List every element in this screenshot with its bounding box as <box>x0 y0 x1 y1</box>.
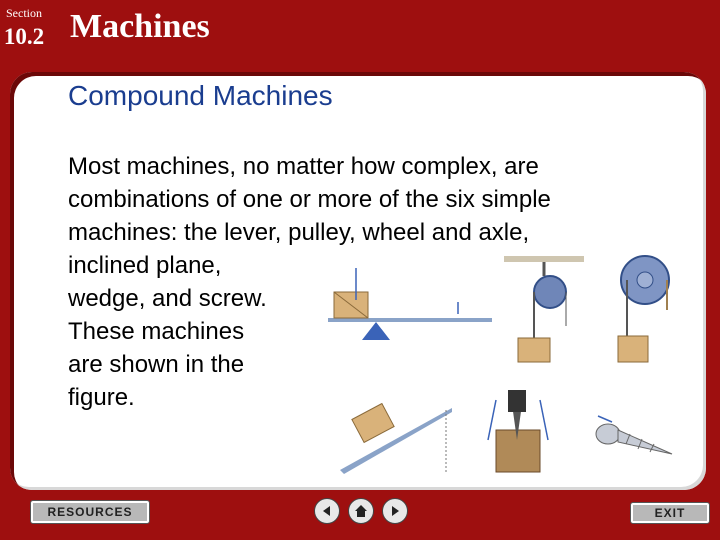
exit-button[interactable]: EXIT <box>630 502 710 524</box>
simple-machines-figure <box>300 240 710 480</box>
arrow-left-icon <box>320 504 334 518</box>
chapter-title: Machines <box>70 8 210 45</box>
home-icon <box>354 504 368 518</box>
lever-illustration <box>328 268 492 340</box>
body-line-8: figure. <box>68 384 135 411</box>
body-line-1: Most machines, no matter how complex, are <box>68 153 539 180</box>
body-line-7: are shown in the <box>68 351 245 378</box>
slide-heading: Compound Machines <box>68 80 333 111</box>
body-line-4: inclined plane, <box>68 252 222 279</box>
pulley-illustration <box>504 256 584 362</box>
body-line-2: combinations of one or more of the six simple <box>68 186 551 213</box>
body-line-5: wedge, and screw. <box>68 285 267 312</box>
section-tab <box>0 0 52 56</box>
body-line-6: These machines <box>68 318 245 345</box>
wheel-and-axle-illustration <box>618 256 669 362</box>
arrow-right-icon <box>388 504 402 518</box>
next-button[interactable] <box>382 498 408 524</box>
inclined-plane-illustration <box>340 404 452 474</box>
wedge-illustration <box>488 390 548 472</box>
section-number: 10.2 <box>3 24 45 49</box>
body-line-3: machines: the lever, pulley, wheel and axle, <box>68 219 530 246</box>
previous-button[interactable] <box>314 498 340 524</box>
screw-illustration <box>596 416 672 454</box>
home-button[interactable] <box>348 498 374 524</box>
resources-button[interactable]: RESOURCES <box>30 500 150 524</box>
section-label: Section <box>6 6 42 20</box>
